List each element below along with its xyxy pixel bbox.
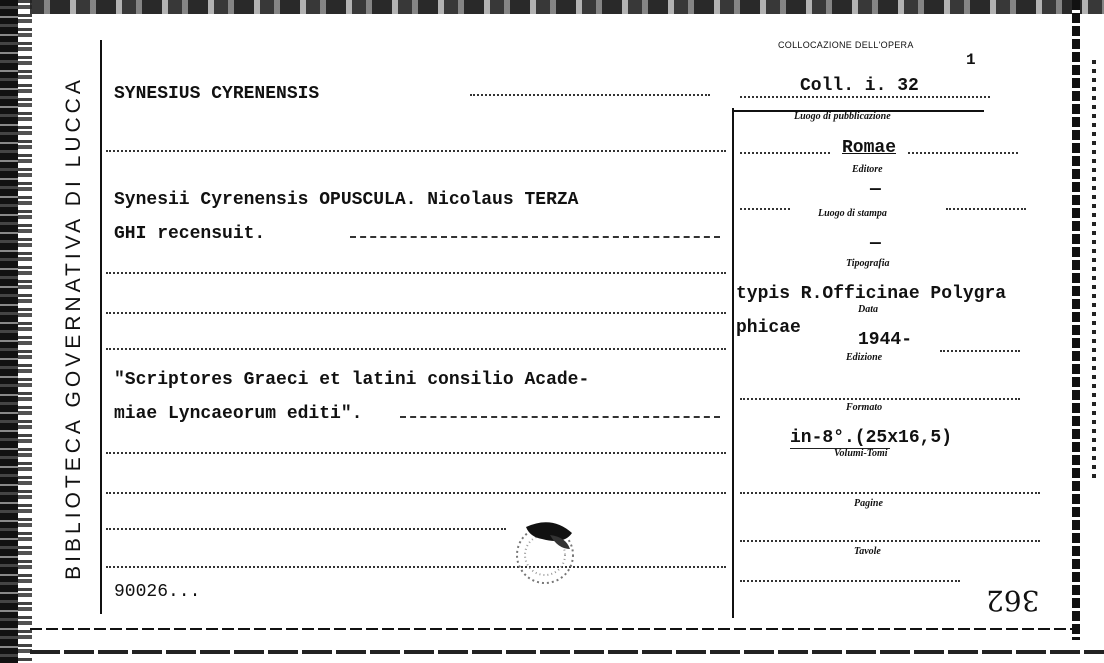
dotted-line	[740, 152, 830, 154]
luogo-pubblicazione-label: Luogo di pubblicazione	[794, 111, 891, 122]
card-bottom-border	[30, 628, 1080, 630]
dotted-line	[740, 398, 1020, 400]
card-edge-top	[30, 0, 1104, 14]
formato-value: in-8°.(25x16,5)	[790, 428, 953, 448]
right-column-rule	[732, 108, 734, 618]
collocation-value: Coll. i. 32	[800, 76, 919, 96]
dotted-line	[106, 150, 726, 152]
collocation-mark: 1	[966, 51, 976, 69]
volumi-tomi-label: Volumi-Tomi	[834, 448, 888, 459]
dotted-line	[740, 96, 990, 98]
tipografia-value-line-2: phicae	[736, 318, 801, 338]
tavole-label: Tavole	[854, 546, 881, 557]
dotted-line	[740, 492, 1040, 494]
collocation-label: COLLOCAZIONE DELL'OPERA	[778, 40, 914, 50]
editore-value: —	[870, 180, 881, 200]
left-column-rule	[100, 40, 102, 614]
tipografia-label: Tipografia	[846, 258, 890, 269]
dotted-line	[106, 348, 726, 350]
title-line-1: Synesii Cyrenensis OPUSCULA. Nicolaus TERZA	[114, 190, 579, 210]
editore-label: Editore	[852, 164, 883, 175]
card-edge-left-inner	[18, 0, 32, 663]
formato-label: Formato	[846, 402, 883, 413]
dotted-line	[106, 566, 726, 568]
luogo-stampa-label: Luogo di stampa	[818, 208, 887, 219]
dotted-line	[350, 236, 720, 238]
dotted-line	[940, 350, 1020, 352]
data-value: 1944-	[858, 330, 913, 350]
dotted-line	[400, 416, 720, 418]
dotted-line	[740, 580, 960, 582]
luogo-stampa-value: —	[870, 234, 881, 254]
series-line-1: "Scriptores Graeci et latini consilio Acade-	[114, 370, 590, 390]
luogo-pubblicazione-value: Romae	[842, 138, 897, 158]
card-edge-right-outer	[1092, 60, 1096, 480]
dotted-line	[106, 272, 726, 274]
dotted-line	[470, 94, 710, 96]
ink-stamp-mark	[512, 515, 578, 587]
pagine-label: Pagine	[854, 498, 883, 509]
series-line-2: miae Lyncaeorum editi".	[114, 404, 363, 424]
dotted-line	[740, 540, 1040, 542]
data-label: Data	[858, 304, 878, 315]
dotted-line	[106, 528, 506, 530]
dotted-line	[908, 152, 1018, 154]
author-heading: SYNESIUS CYRENENSIS	[114, 84, 320, 104]
dotted-line	[106, 492, 726, 494]
card-edge-right	[1072, 0, 1080, 640]
dotted-line	[946, 208, 1026, 210]
handwritten-number: 362	[986, 584, 1040, 617]
title-line-2: GHI recensuit.	[114, 224, 266, 244]
edizione-label: Edizione	[846, 352, 883, 363]
dotted-line	[106, 452, 726, 454]
card-edge-bottom	[30, 650, 1104, 654]
inventory-number: 90026...	[114, 582, 201, 602]
library-name: BIBLIOTECA GOVERNATIVA DI LUCCA	[62, 76, 85, 580]
card-edge-left	[0, 0, 18, 663]
dotted-line	[740, 208, 790, 210]
tipografia-value-line-1: typis R.Officinae Polygra	[736, 284, 1007, 304]
dotted-line	[106, 312, 726, 314]
